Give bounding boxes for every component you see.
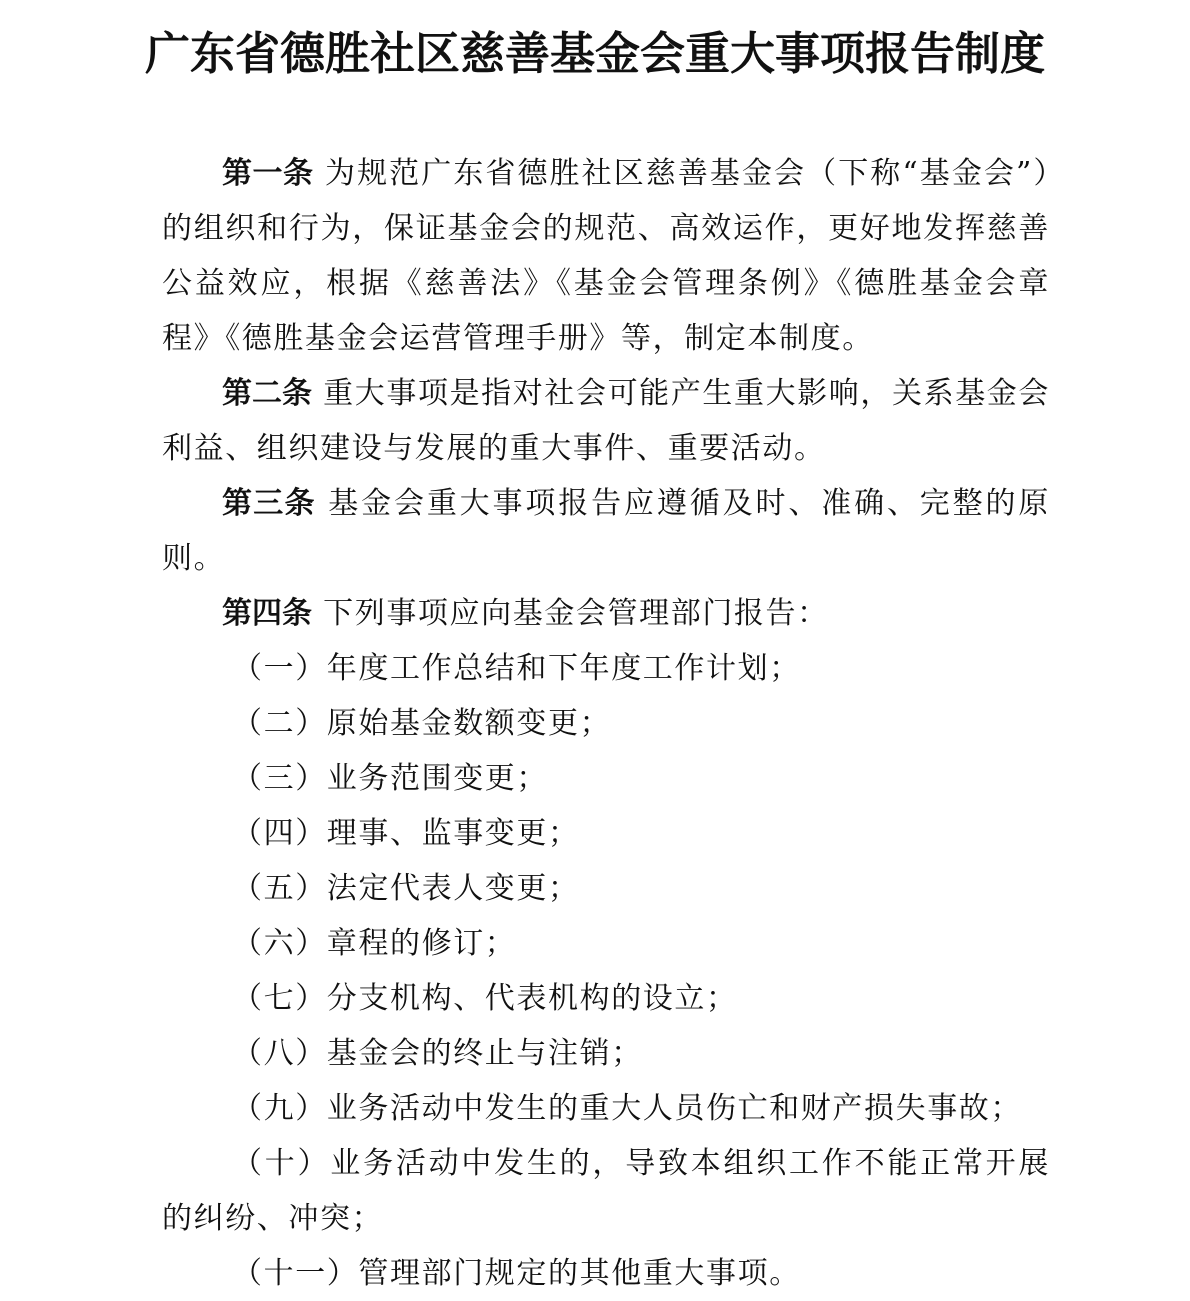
list-item-10: （十）业务活动中发生的，导致本组织工作不能正常开展的纠纷、冲突； — [162, 1146, 1050, 1236]
article-2-text: 重大事项是指对社会可能产生重大影响，关系基金会利益、组织建设与发展的重大事件、重要活动。 — [162, 376, 1051, 466]
article-4-text: 下列事项应向基金会管理部门报告： — [312, 596, 829, 631]
article-2-label: 第二条 — [222, 376, 313, 411]
document-title: 广东省德胜社区慈善基金会重大事项报告制度 — [144, 27, 1045, 80]
article-1-label: 第一条 — [222, 156, 314, 191]
list-item-1: （一）年度工作总结和下年度工作计划； — [232, 651, 801, 686]
document-body — [162, 146, 1050, 1301]
list-item-11: （十一）管理部门规定的其他重大事项。 — [232, 1256, 801, 1291]
article-1-text: 为规范广东省德胜社区慈善基金会（下称“基金会”）的组织和行为，保证基金会的规范、高效运作，更好地发挥慈善公益效应，根据《慈善法》《基金会管理条例》《德胜基金会章程》《德胜基金会运营管理手册》等，制定本制度。 — [162, 156, 1050, 356]
list-item-9: （九）业务活动中发生的重大人员伤亡和财产损失事故； — [232, 1091, 1022, 1126]
list-item-7: （七）分支机构、代表机构的设立； — [232, 981, 738, 1016]
list-item-6: （六）章程的修订； — [232, 926, 517, 961]
article-4 — [162, 586, 1050, 641]
article-4-label: 第四条 — [222, 596, 312, 631]
article-3-label: 第三条 — [222, 486, 316, 521]
list-item-4: （四）理事、监事变更； — [232, 816, 580, 851]
list-item-2: （二）原始基金数额变更； — [232, 706, 612, 741]
list-item-3: （三）业务范围变更； — [232, 761, 548, 796]
article-3-text: 基金会重大事项报告应遵循及时、准确、完整的原则。 — [162, 486, 1051, 576]
list-item-5: （五）法定代表人变更； — [232, 871, 580, 906]
article-1 — [162, 146, 1050, 366]
article-3 — [162, 476, 1050, 586]
article-2 — [162, 366, 1050, 476]
list-item-8: （八）基金会的终止与注销； — [232, 1036, 643, 1071]
